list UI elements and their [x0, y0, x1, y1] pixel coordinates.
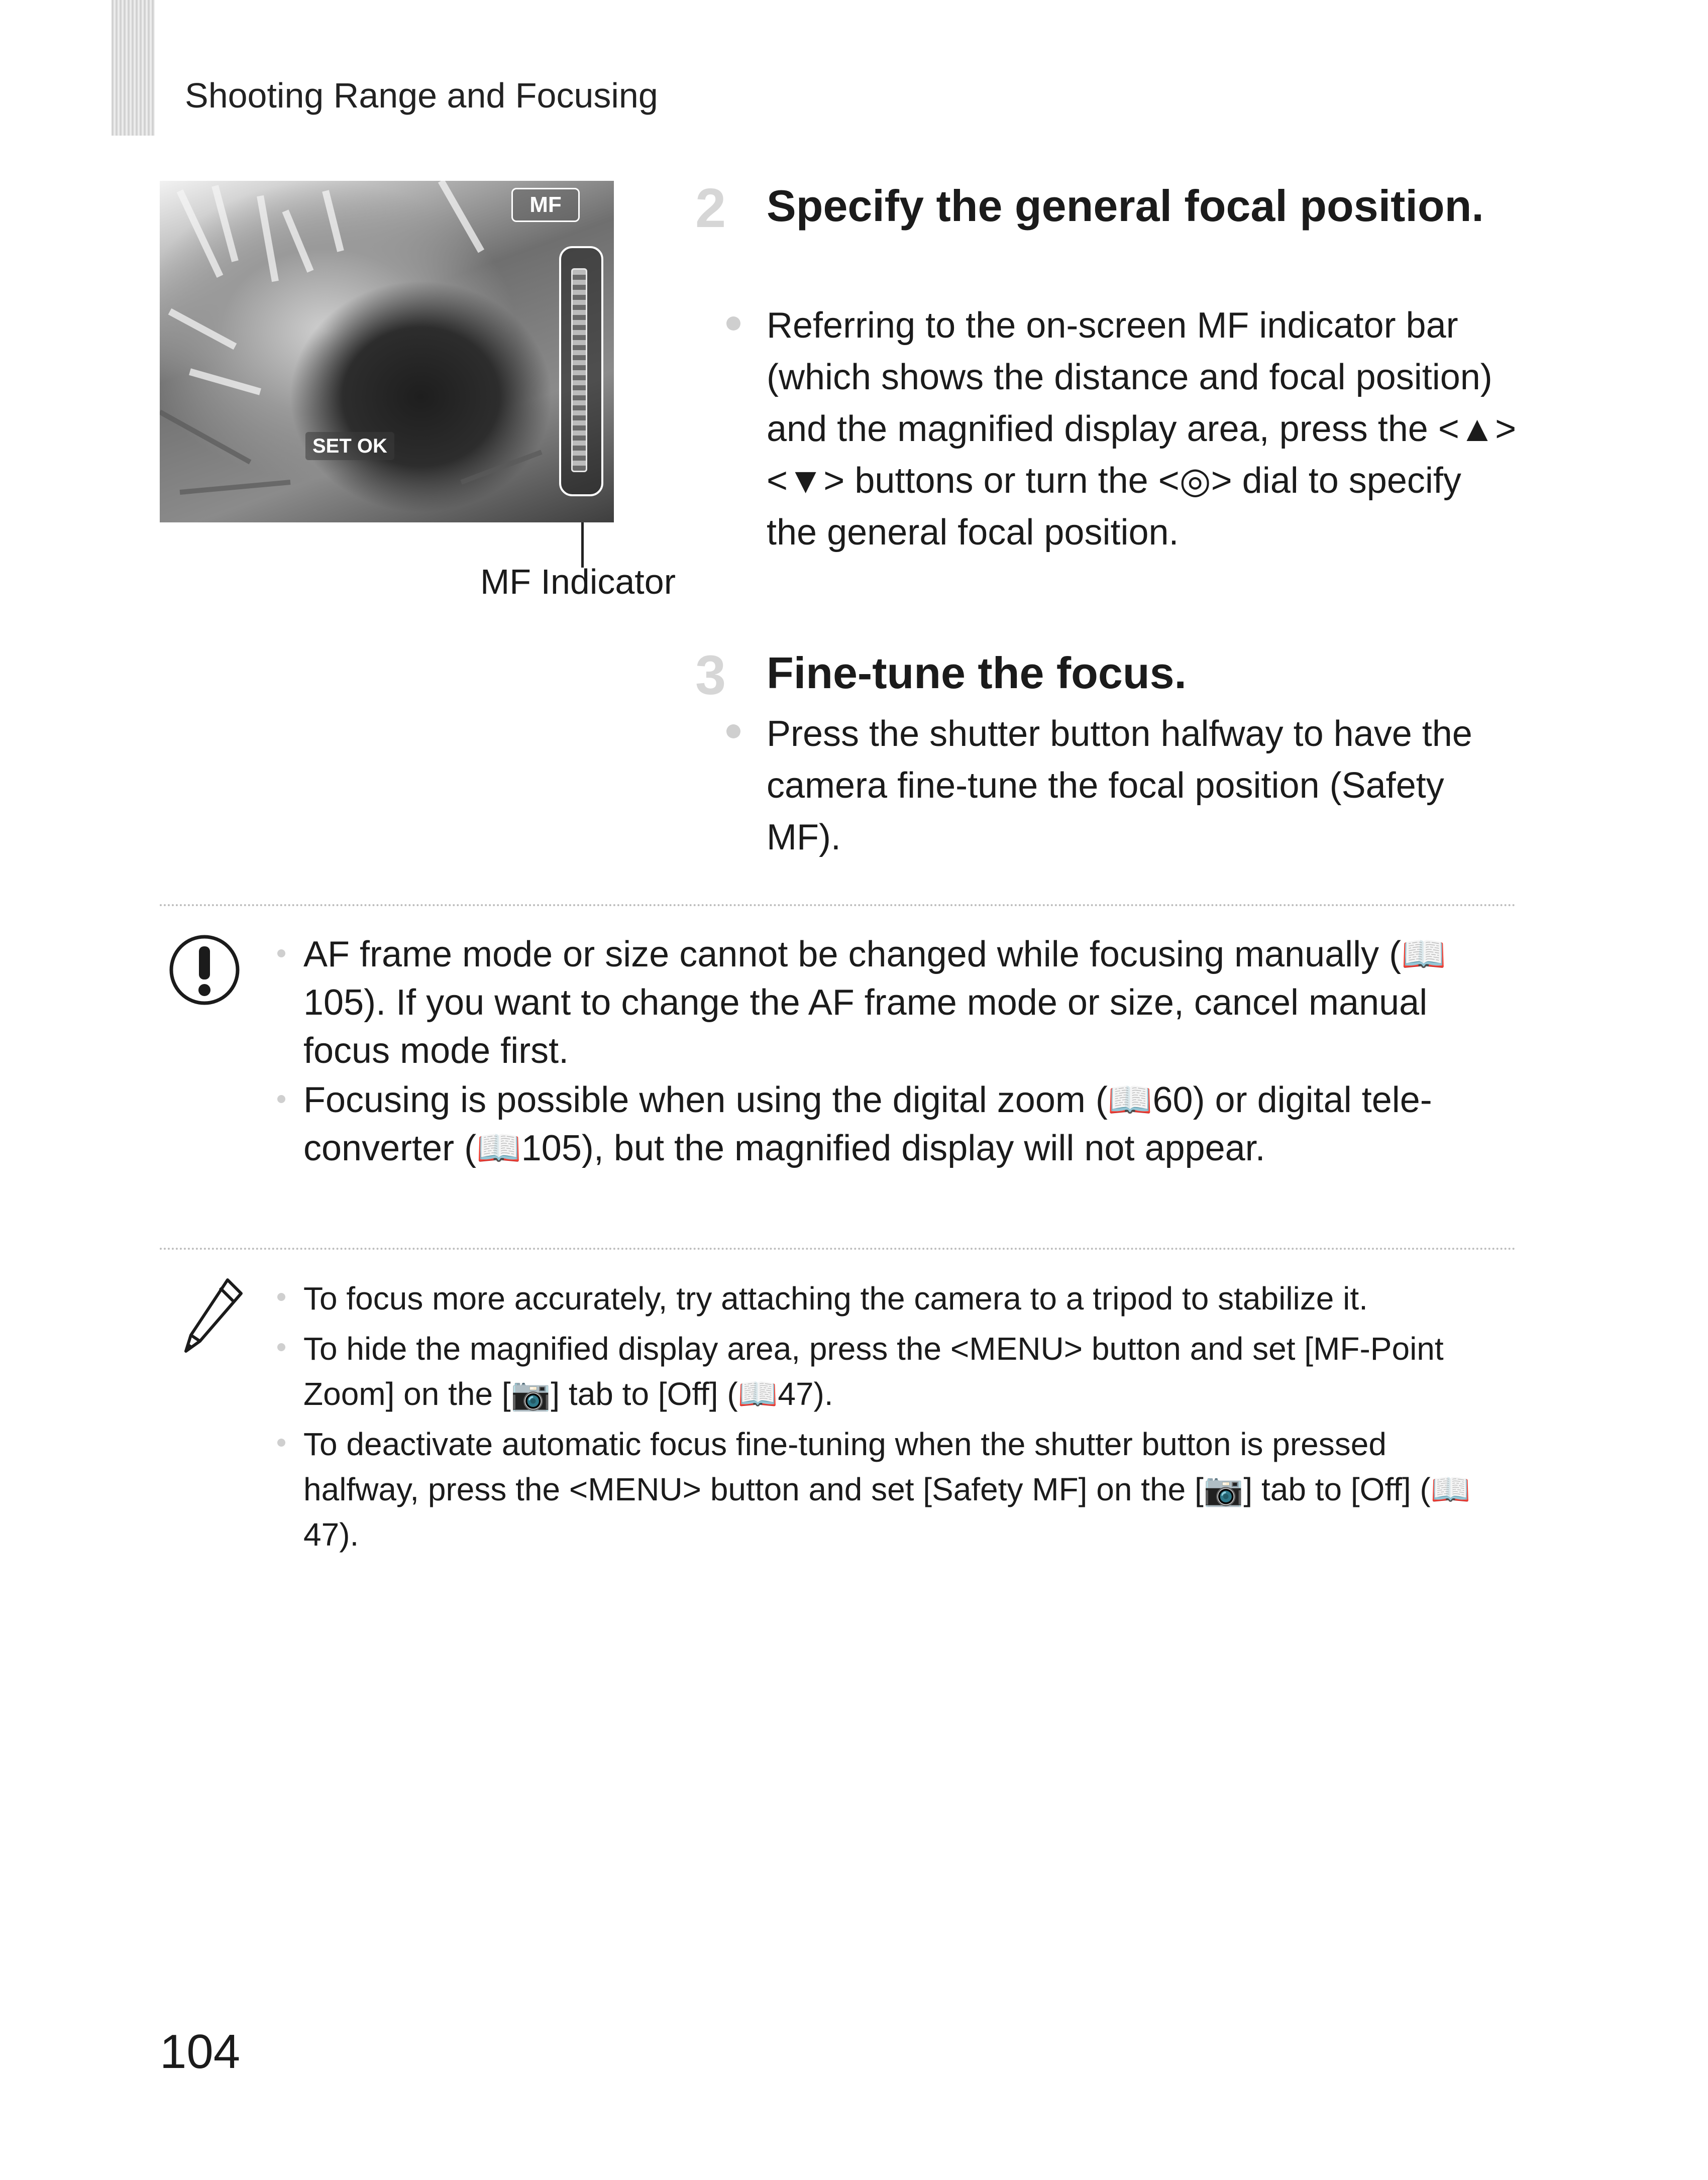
memo-item: To deactivate automatic focus fine-tuning when the shutter button is pressed halfway, press the <MENU> button and set [Safety MF] on the [📷] tab to [Off] (📖47).: [303, 1422, 1499, 1557]
step-3-text: Press the shutter button halfway to have the camera fine-tune the focal position (Safety MF).: [767, 714, 1472, 857]
camera-screen-image: [160, 181, 614, 522]
caution-item: Focusing is possible when using the digital zoom (📖60) or digital tele-converter (📖105), but the magnified display will not appear.: [303, 1076, 1499, 1172]
step-2-text: Referring to the on-screen MF indicator bar (which shows the distance and focal position) and the magnified display area, press the <▲><▼> buttons or turn the <◎> dial to specify the general focal position.: [767, 305, 1517, 553]
step-2-number: 2: [695, 177, 726, 239]
pencil-icon: [180, 1276, 245, 1356]
mf-indicator-label: MF Indicator: [480, 562, 676, 601]
screen-texture: [160, 181, 614, 522]
bullet-icon: [277, 949, 285, 957]
bullet-icon: [277, 1293, 285, 1301]
dotted-separator: [160, 1248, 1516, 1250]
header-tab-marker: [112, 0, 155, 136]
step-2-heading: Specify the general focal position.: [767, 181, 1484, 231]
mf-badge: MF: [511, 188, 580, 222]
step-3-number: 3: [695, 644, 726, 706]
page-number: 104: [160, 2025, 241, 2079]
bullet-icon: [277, 1095, 285, 1103]
mf-indicator-scale: [571, 268, 587, 472]
section-title: Shooting Range and Focusing: [185, 76, 658, 115]
step-3-heading: Fine-tune the focus.: [767, 648, 1187, 698]
memo-item: To hide the magnified display area, press the <MENU> button and set [MF-Point Zoom] on the [📷] tab to [Off] (📖47).: [303, 1326, 1499, 1416]
caution-item: AF frame mode or size cannot be changed while focusing manually (📖105). If you want to change the AF frame mode or size, cancel manual focus mode first.: [303, 930, 1499, 1075]
mf-indicator-bar: [559, 246, 603, 496]
callout-line: [581, 522, 584, 568]
caution-icon: [167, 932, 242, 1008]
bullet-icon: [277, 1439, 285, 1447]
step-3-bullet-icon: [726, 724, 740, 738]
bullet-icon: [277, 1343, 285, 1351]
step-2-bullet-icon: [726, 316, 740, 331]
dotted-separator: [160, 904, 1516, 906]
set-ok-badge: SET OK: [305, 432, 394, 460]
memo-item: To focus more accurately, try attaching the camera to a tripod to stabilize it.: [303, 1276, 1499, 1321]
